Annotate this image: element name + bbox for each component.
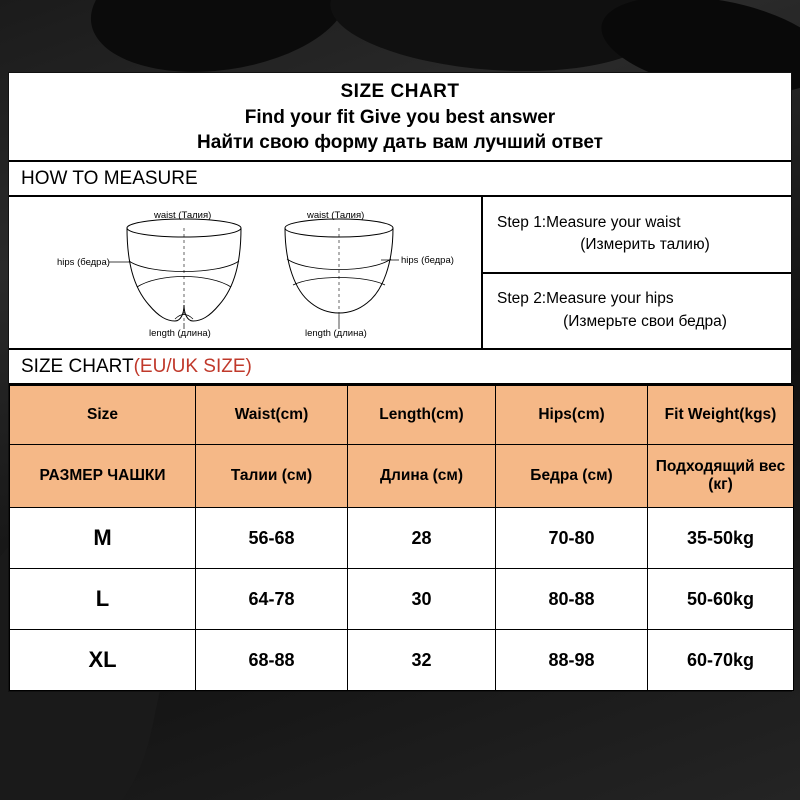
step-2-text-en: Step 2:Measure your hips [497,290,674,308]
subtitle-russian: Найти свою форму дать вам лучший ответ [197,132,603,153]
table-row [10,630,794,691]
step-1-text-ru: (Измерить талию) [580,236,710,254]
measurement-diagram [9,197,483,348]
header-length-en: Length(cm) [348,386,496,445]
table-row [10,508,794,569]
measure-step-1 [483,197,791,274]
measure-step-2 [483,274,791,349]
header-weight-en: Fit Weight(kgs) [648,386,794,445]
label-length-right: length (длина) [305,328,367,339]
row-hips: 88-98 [496,630,648,691]
size-chart-title-main: SIZE CHART [21,356,134,377]
size-chart-title-accent: (EU/UK SIZE) [133,356,252,377]
measure-steps [483,197,791,348]
header-weight-ru: Подходящий вес (кг) [648,445,794,508]
table-row [10,569,794,630]
header-hips-en: Hips(cm) [496,386,648,445]
row-waist: 64-78 [196,569,348,630]
label-hips-right: hips (бедра) [401,255,454,266]
row-size: L [10,569,196,630]
row-hips: 80-88 [496,569,648,630]
size-chart-section-title [9,350,791,385]
row-length: 30 [348,569,496,630]
chart-header [9,73,791,162]
label-hips-left: hips (бедра) [57,257,110,268]
header-hips-ru: Бедра (см) [496,445,648,508]
row-weight: 50-60kg [648,569,794,630]
label-waist-right: waist (Талия) [307,210,365,221]
step-1-text-en: Step 1:Measure your waist [497,213,681,231]
page-title: SIZE CHART [340,81,460,102]
size-table [9,385,794,691]
header-waist-ru: Талии (см) [196,445,348,508]
step-2-text-ru: (Измерьте свои бедра) [563,312,727,330]
row-length: 28 [348,508,496,569]
label-waist-left: waist (Талия) [154,210,212,221]
header-length-ru: Длина (см) [348,445,496,508]
row-waist: 68-88 [196,630,348,691]
panty-diagram-svg [9,201,483,341]
header-waist-en: Waist(cm) [196,386,348,445]
row-size: XL [10,630,196,691]
row-waist: 56-68 [196,508,348,569]
label-length-left: length (длина) [149,328,211,339]
row-weight: 35-50kg [648,508,794,569]
size-chart-card [8,72,792,692]
how-to-measure-row [9,197,791,350]
header-size-en: Size [10,386,196,445]
header-size-ru: РАЗМЕР ЧАШКИ [10,445,196,508]
row-hips: 70-80 [496,508,648,569]
row-size: M [10,508,196,569]
table-header-row-en [10,386,794,445]
row-weight: 60-70kg [648,630,794,691]
row-length: 32 [348,630,496,691]
table-header-row-ru [10,445,794,508]
how-to-measure-title: HOW TO MEASURE [9,162,791,197]
subtitle-english: Find your fit Give you best answer [244,107,556,128]
